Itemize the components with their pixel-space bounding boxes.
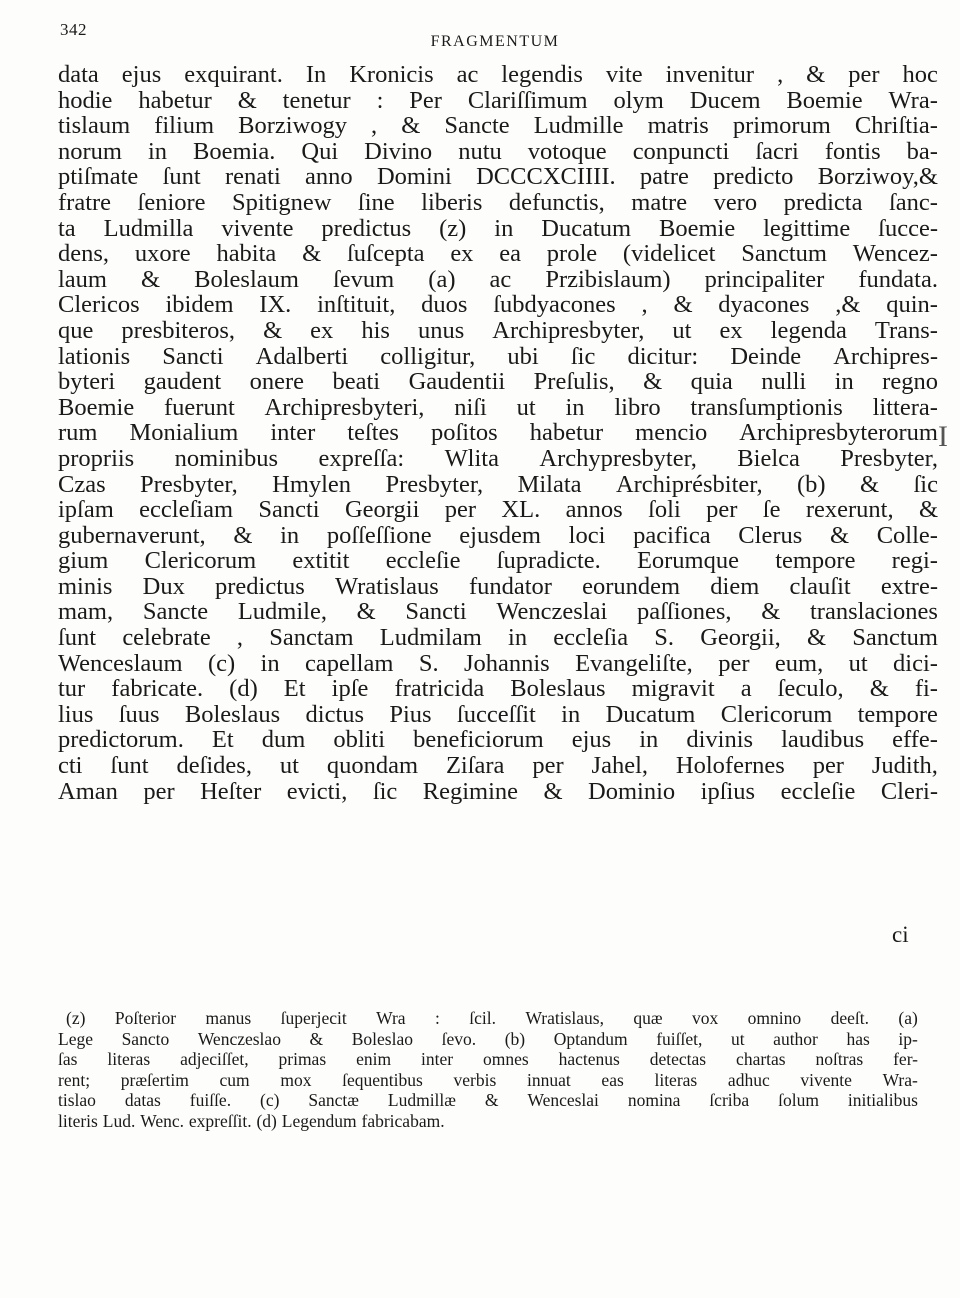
footnote-line: ſas literas adjeciſſet, primas enim inter omnes hactenus detectas chartas noſtras fer-	[58, 1049, 918, 1069]
text-line: rum Monialium inter teſtes poſitos habetur mencio Archipresbyterorum	[58, 419, 938, 447]
text-line: cti ſunt deſides, ut quondam Ziſara per Jahel, Holofernes per Judith,	[58, 752, 938, 780]
text-line: Boemie fuerunt Archipresbyteri, niſi ut in libro transſumptionis littera-	[58, 393, 938, 421]
text-line: norum in Boemia. Qui Divino nutu votoque conpuncti ſacri fontis ba-	[58, 137, 938, 165]
text-line: byteri gaudent onere beati Gaudentii Preſulis, & quia nulli in regno	[58, 368, 938, 396]
text-line: lationis Sancti Adalberti colligitur, ubi ſic dicitur: Deinde Archipres-	[58, 342, 938, 370]
page-number: 342	[60, 20, 87, 39]
text-line: ta Ludmilla vivente predictus (z) in Ducatum Boemie legittime ſucce-	[58, 214, 938, 242]
footnote-line: tislao datas fuiſſe. (c) Sanctæ Ludmillæ & Wenceslai nomina ſcriba ſolum initialibus	[58, 1090, 918, 1110]
text-line: ſunt celebrate , Sanctam Ludmilam in eccleſia S. Georgii, & Sanctum	[58, 624, 938, 652]
footnote-line: literis Lud. Wenc. expreſſit. (d) Legendum fabricabam.	[58, 1110, 445, 1131]
text-line: mam, Sancte Ludmile, & Sancti Wenczeslai paſſiones, & translaciones	[58, 598, 938, 626]
running-head: FRAGMENTUM	[430, 33, 560, 50]
text-line: ipſam eccleſiam Sancti Georgii per XL. annos ſoli per ſe rexerunt, &	[58, 496, 938, 524]
text-line: dens, uxore habita & ſuſcepta ex ea prole (videlicet Sanctum Wencez-	[58, 240, 938, 268]
text-line: Clericos ibidem IX. inſtituit, duos ſubdyacones , & dyacones ,& quin-	[58, 291, 938, 319]
text-line: gium Clericorum extitit eccleſie ſupradicte. Eorumque tempore regi-	[58, 547, 938, 575]
text-line: que presbiteros, & ex his unus Archipresbyter, ut ex legenda Trans-	[58, 316, 938, 344]
text-line: predictorum. Et dum obliti beneficiorum ejus in divinis laudibus effe-	[58, 726, 938, 754]
footnote-line: Lege Sancto Wenczeslao & Boleslao ſevo. (b) Optandum fuiſſet, ut author has ip-	[58, 1028, 918, 1049]
text-line: Czas Presbyter, Hmylen Presbyter, Milata Archiprésbiter, (b) & ſic	[58, 470, 938, 498]
text-line: tislaum filium Borziwogy , & Sancte Ludmille matris primorum Chriſtia-	[58, 112, 938, 140]
footnote-line: rent; præſertim cum mox ſequentibus verbis innuat eas literas adhuc vivente Wra-	[58, 1069, 918, 1090]
text-line: hodie habetur & tenetur : Per Clariſſimum olym Ducem Boemie Wra-	[58, 86, 938, 114]
text-line: laum & Boleslaum ſevum (a) ac Przibislaum) principaliter fundata.	[58, 265, 938, 293]
text-line: gubernaverunt, & in poſſeſſione ejusdem loci pacifica Clerus & Colle-	[58, 521, 938, 549]
text-line: tur fabricate. (d) Et ipſe fratricida Boleslaus migravit a ſeculo, & fi-	[58, 675, 938, 703]
text-line: ptiſmate ſunt renati anno Domini DCCCXCIIII. patre predicto Borziwoy,&	[58, 163, 938, 191]
text-line: propriis nominibus expreſſa: Wlita Archypresbyter, Bielca Presbyter,	[58, 444, 938, 472]
text-line: lius ſuus Boleslaus dictus Pius ſucceſſit in Ducatum Clericorum tempore	[58, 700, 938, 728]
main-text-block	[58, 62, 938, 804]
text-line: Wenceslaum (c) in capellam S. Johannis Evangeliſte, per eum, ut dici-	[58, 649, 938, 677]
margin-mark: I	[938, 420, 948, 453]
text-line: minis Dux predictus Wratislaus fundator eorundem diem clauſit extre-	[58, 572, 938, 600]
footnote-line: (z) Poſterior manus ſuperjecit Wra : ſcil. Wratislaus, quæ vox omnino deeſt. (a)	[66, 1008, 918, 1028]
catchword: ci	[892, 922, 909, 947]
text-line: Aman per Heſter evicti, ſic Regimine & Dominio ipſius eccleſie Cleri-	[58, 777, 938, 805]
text-line: fratre ſeniore Spitignew ſine liberis defunctis, matre vero predicta ſanc-	[58, 188, 938, 216]
text-line: data ejus exquirant. In Kronicis ac legendis vite invenitur , & per hoc	[58, 61, 938, 88]
footnotes-block	[58, 1008, 918, 1131]
